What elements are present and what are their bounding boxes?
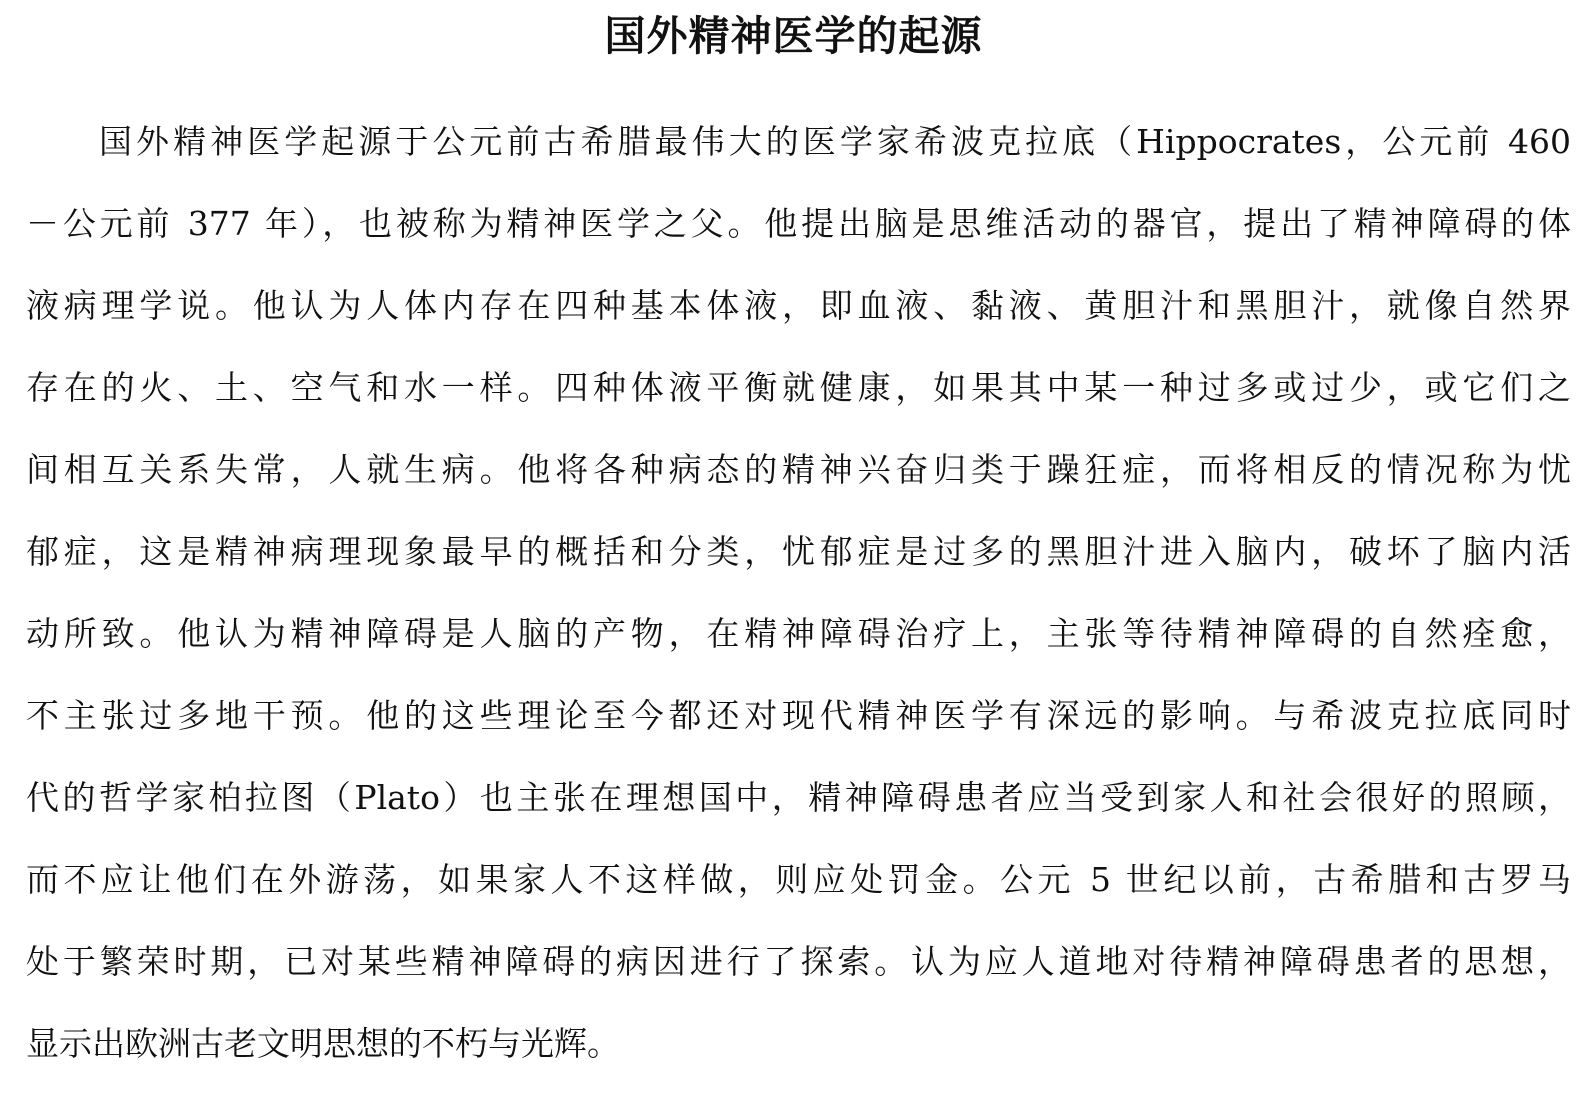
paragraph-line: 间相互关系失常，人就生病。他将各种病态的精神兴奋归类于躁狂症，而将相反的情况称为忧	[26, 450, 1571, 489]
paragraph-line: 代的哲学家柏拉图（Plato）也主张在理想国中，精神障碍患者应当受到家人和社会很好的照顾，	[26, 778, 1571, 817]
paragraph-line: 而不应让他们在外游荡，如果家人不这样做，则应处罚金。公元 5 世纪以前，古希腊和古罗马	[26, 860, 1571, 899]
paragraph-line: 液病理学说。他认为人体内存在四种基本体液，即血液、黏液、黄胆汁和黑胆汁，就像自然界	[26, 286, 1571, 325]
paragraph-line: 动所致。他认为精神障碍是人脑的产物，在精神障碍治疗上，主张等待精神障碍的自然痊愈，	[26, 614, 1571, 653]
paragraph-line: 不主张过多地干预。他的这些理论至今都还对现代精神医学有深远的影响。与希波克拉底同时	[26, 696, 1571, 735]
paragraph-line: 郁症，这是精神病理现象最早的概括和分类，忧郁症是过多的黑胆汁进入脑内，破坏了脑内活	[26, 532, 1571, 571]
paragraph-line: －公元前 377 年），也被称为精神医学之父。他提出脑是思维活动的器官，提出了精神障碍的体	[26, 204, 1571, 243]
paragraph-line-last: 显示出欧洲古老文明思想的不朽与光辉。	[26, 1024, 620, 1063]
document-title: 国外精神医学的起源	[604, 12, 983, 60]
paragraph-line: 处于繁荣时期，已对某些精神障碍的病因进行了探索。认为应人道地对待精神障碍患者的思想，	[26, 942, 1571, 981]
paragraph-line: 国外精神医学起源于公元前古希腊最伟大的医学家希波克拉底（Hippocrates，公元前 460	[99, 122, 1571, 161]
paragraph-line: 存在的火、土、空气和水一样。四种体液平衡就健康，如果其中某一种过多或过少，或它们之	[26, 368, 1571, 407]
